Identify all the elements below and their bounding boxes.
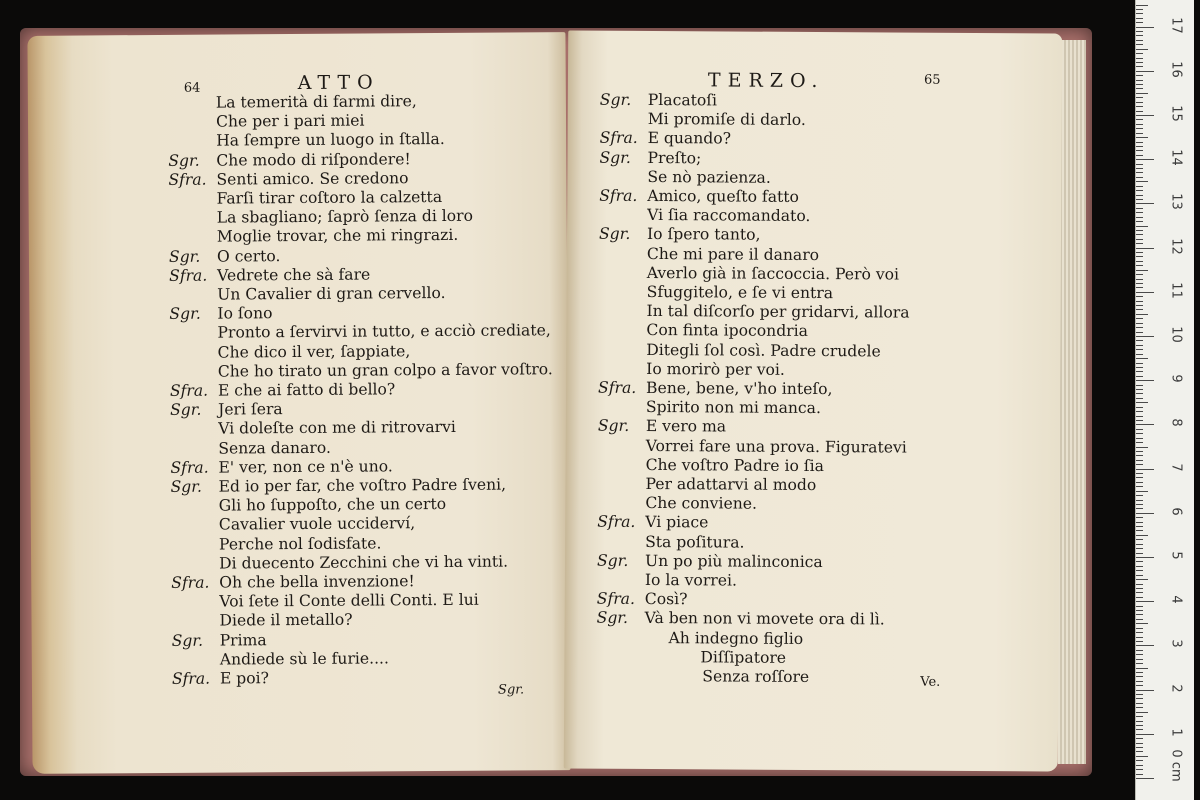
ruler-tick bbox=[1136, 606, 1143, 607]
ruler-number: 14 bbox=[1168, 149, 1184, 166]
ruler-tick bbox=[1136, 495, 1143, 496]
ruler-tick bbox=[1136, 513, 1154, 514]
speaker-label: Sgr. bbox=[171, 631, 204, 650]
ruler-tick bbox=[1136, 363, 1143, 364]
speaker-label: Sfra. bbox=[168, 170, 207, 189]
ruler-tick bbox=[1136, 177, 1143, 178]
ruler-tick bbox=[1136, 124, 1143, 125]
ruler-tick bbox=[1136, 553, 1143, 554]
ruler-tick bbox=[1136, 707, 1143, 708]
verse-line: Che voſtro Padre io ſia bbox=[645, 455, 824, 475]
ruler-tick bbox=[1136, 97, 1143, 98]
ruler-tick bbox=[1136, 416, 1143, 417]
verse-line: Bene, bene, v'ho inteſo, bbox=[646, 378, 833, 399]
ruler-tick bbox=[1136, 22, 1143, 23]
verse-line: Se nò pazienza. bbox=[647, 167, 771, 187]
ruler-tick bbox=[1136, 226, 1148, 227]
ruler-tick bbox=[1136, 287, 1143, 288]
ruler-number: 9 bbox=[1168, 374, 1184, 383]
ruler-number: 13 bbox=[1168, 193, 1184, 211]
ruler-tick bbox=[1136, 460, 1143, 461]
ruler-tick bbox=[1136, 716, 1143, 717]
verse-line: Spirito non mi manca. bbox=[645, 398, 821, 418]
ruler-tick bbox=[1136, 654, 1143, 655]
ruler-tick bbox=[1136, 442, 1143, 443]
ruler-tick bbox=[1136, 712, 1148, 713]
ruler-tick bbox=[1136, 760, 1143, 761]
ruler-tick bbox=[1136, 721, 1143, 722]
ruler-tick bbox=[1136, 88, 1143, 89]
verse-line: Ah indegno figlio bbox=[668, 628, 804, 648]
speaker-label: Sgr. bbox=[170, 477, 203, 496]
speaker-label: Sfra. bbox=[169, 266, 208, 285]
ruler-tick bbox=[1136, 318, 1143, 319]
ruler-tick bbox=[1136, 181, 1148, 182]
ruler-tick bbox=[1136, 133, 1143, 134]
verse-line: Che ho tirato un gran colpo a favor voſtro. bbox=[217, 360, 553, 381]
right-page bbox=[564, 30, 1062, 771]
ruler-tick bbox=[1136, 548, 1143, 549]
ruler-tick bbox=[1136, 71, 1154, 72]
ruler-tick bbox=[1136, 588, 1143, 589]
ruler-tick bbox=[1136, 270, 1148, 271]
speaker-label: Sgr. bbox=[599, 90, 632, 109]
verse-line: Senza roſſore bbox=[702, 667, 810, 686]
ruler-tick bbox=[1136, 703, 1143, 704]
catchword: Sgr. bbox=[497, 682, 525, 698]
ruler-tick bbox=[1136, 698, 1143, 699]
ruler-number: 5 bbox=[1168, 551, 1184, 560]
verse-line: Prima bbox=[219, 630, 267, 650]
ruler-tick bbox=[1136, 539, 1143, 540]
verse-line: Andiede sù le furie.... bbox=[219, 649, 390, 669]
ruler-tick bbox=[1136, 411, 1143, 412]
ruler-tick bbox=[1136, 283, 1143, 284]
ruler-tick bbox=[1136, 367, 1143, 368]
ruler-tick bbox=[1136, 40, 1143, 41]
verse-line: Io ſono bbox=[217, 304, 273, 323]
ruler-tick bbox=[1136, 203, 1154, 204]
ruler-tick bbox=[1136, 681, 1143, 682]
verse-line: Che modo di riſpondere! bbox=[216, 149, 411, 170]
verse-line: Mi promiſe di darlo. bbox=[647, 110, 806, 130]
page-header: ATTO bbox=[297, 71, 380, 95]
ruler-tick bbox=[1136, 747, 1143, 748]
verse-line: Vi ſia raccomandato. bbox=[647, 206, 811, 226]
ruler-tick bbox=[1136, 544, 1143, 545]
ruler-tick bbox=[1136, 743, 1143, 744]
verse-line: E vero ma bbox=[645, 417, 727, 436]
ruler-tick bbox=[1136, 561, 1143, 562]
ruler-number: 12 bbox=[1168, 237, 1184, 255]
ruler-tick bbox=[1136, 66, 1143, 67]
ruler-tick bbox=[1136, 53, 1143, 54]
ruler-tick bbox=[1136, 84, 1143, 85]
verse-line: E quando? bbox=[647, 129, 732, 148]
ruler-tick bbox=[1136, 142, 1143, 143]
verse-line: Un po più malinconica bbox=[644, 551, 823, 571]
ruler-tick bbox=[1136, 486, 1143, 487]
ruler-tick bbox=[1136, 13, 1143, 14]
speaker-label: Sgr. bbox=[597, 417, 630, 436]
ruler-tick bbox=[1136, 738, 1143, 739]
ruler-number: 3 bbox=[1168, 639, 1184, 649]
ruler-tick bbox=[1136, 508, 1143, 509]
speaker-label: Sgr. bbox=[168, 151, 200, 170]
measuring-ruler bbox=[1135, 0, 1194, 800]
ruler-tick bbox=[1136, 265, 1143, 266]
ruler-number: 17 bbox=[1168, 16, 1184, 34]
verse-line: Io la vorrei. bbox=[644, 570, 737, 590]
ruler-tick bbox=[1136, 292, 1154, 293]
ruler-tick bbox=[1136, 601, 1154, 602]
ruler-tick bbox=[1136, 451, 1143, 452]
ruler-tick bbox=[1136, 632, 1143, 633]
ruler-tick bbox=[1136, 685, 1143, 686]
ruler-tick bbox=[1136, 221, 1143, 222]
ruler-tick bbox=[1136, 517, 1143, 518]
verse-line: Ha ſempre un luogo in ſtalla. bbox=[216, 130, 445, 150]
ruler-tick bbox=[1136, 756, 1148, 757]
verse-line: Vi piace bbox=[645, 513, 709, 532]
ruler-tick bbox=[1136, 464, 1143, 465]
ruler-tick bbox=[1136, 279, 1143, 280]
verse-line: Senti amico. Se credono bbox=[216, 169, 409, 189]
verse-line: Vi doleſte con me di ritrovarvi bbox=[218, 418, 456, 438]
ruler-number: 7 bbox=[1168, 462, 1184, 472]
verse-line: Che mi pare il danaro bbox=[646, 244, 820, 264]
verse-line: Sta poſitura. bbox=[645, 532, 745, 552]
ruler-tick bbox=[1136, 482, 1143, 483]
verse-line: Senza danaro. bbox=[218, 438, 331, 458]
ruler-tick bbox=[1136, 35, 1143, 36]
speaker-label: Sgr. bbox=[598, 225, 631, 244]
verse-line: Di duecento Zecchini che vi ha vinti. bbox=[219, 552, 509, 573]
verse-line: Voi ſete il Conte delli Conti. E lui bbox=[219, 590, 479, 611]
verse-line: Sfuggitelo, e ſe vi entra bbox=[646, 282, 834, 303]
verse-line: La sbagliano; ſaprò ſenza di loro bbox=[216, 206, 474, 227]
ruler-tick bbox=[1136, 354, 1143, 355]
verse-line: Vedrete che sà fare bbox=[217, 265, 371, 285]
ruler-tick bbox=[1136, 455, 1143, 456]
ruler-tick bbox=[1136, 424, 1154, 425]
verse-line: Pronto a ſervirvi in tutto, e acciò crediate, bbox=[217, 321, 551, 342]
verse-line: Con finta ipocondria bbox=[646, 321, 809, 341]
ruler-tick bbox=[1136, 641, 1143, 642]
ruler-tick bbox=[1136, 155, 1143, 156]
speaker-label: Sgr. bbox=[169, 304, 201, 324]
ruler-tick bbox=[1136, 18, 1143, 19]
ruler-number: 8 bbox=[1168, 418, 1184, 428]
ruler-tick bbox=[1136, 557, 1154, 558]
ruler-number: 0 cm bbox=[1168, 749, 1184, 782]
ruler-tick bbox=[1136, 314, 1148, 315]
speaker-label: Sgr. bbox=[169, 400, 202, 420]
ruler-tick bbox=[1136, 769, 1143, 770]
ruler-tick bbox=[1136, 102, 1143, 103]
ruler-tick bbox=[1136, 447, 1148, 448]
speaker-label: Sgr. bbox=[596, 609, 629, 628]
ruler-tick bbox=[1136, 358, 1148, 359]
ruler-tick bbox=[1136, 433, 1143, 434]
ruler-tick bbox=[1136, 566, 1143, 567]
ruler-tick bbox=[1136, 729, 1143, 730]
ruler-tick bbox=[1136, 296, 1143, 297]
speaker-label: Sfra. bbox=[169, 381, 209, 400]
ruler-tick bbox=[1136, 429, 1143, 430]
ruler-number: 2 bbox=[1168, 683, 1184, 693]
ruler-tick bbox=[1136, 309, 1143, 310]
verse-line: Và ben non vi movete ora di lì. bbox=[644, 609, 885, 629]
ruler-tick bbox=[1136, 217, 1143, 218]
speaker-label: Sfra. bbox=[171, 669, 211, 688]
speaker-label: Sgr. bbox=[599, 148, 631, 167]
ruler-tick bbox=[1136, 234, 1143, 235]
verse-line: Io morirò per voi. bbox=[646, 359, 785, 379]
ruler-tick bbox=[1136, 500, 1143, 501]
ruler-tick bbox=[1136, 106, 1143, 107]
ruler-tick bbox=[1136, 164, 1143, 165]
ruler-number: 4 bbox=[1168, 595, 1184, 604]
ruler-number: 10 bbox=[1168, 326, 1184, 343]
ruler-tick bbox=[1136, 274, 1143, 275]
verse-line: Così? bbox=[644, 590, 688, 609]
page-number: 64 bbox=[183, 80, 201, 96]
verse-line: E che ai fatto di bello? bbox=[217, 380, 396, 400]
verse-line: Che per i pari miei bbox=[215, 111, 365, 131]
ruler-tick bbox=[1136, 637, 1143, 638]
ruler-tick bbox=[1136, 119, 1143, 120]
ruler-tick bbox=[1136, 380, 1154, 381]
ruler-tick bbox=[1136, 150, 1143, 151]
ruler-tick bbox=[1136, 672, 1143, 673]
ruler-tick bbox=[1136, 579, 1148, 580]
verse-line: Perche nol ſodisfate. bbox=[218, 534, 382, 554]
ruler-tick bbox=[1136, 393, 1143, 394]
ruler-tick bbox=[1136, 172, 1143, 173]
ruler-tick bbox=[1136, 584, 1143, 585]
ruler-tick bbox=[1136, 535, 1148, 536]
ruler-tick bbox=[1136, 570, 1143, 571]
speaker-label: Sfra. bbox=[597, 513, 636, 532]
speaker-label: Sfra. bbox=[596, 589, 636, 609]
speaker-label: Sgr. bbox=[596, 551, 629, 570]
verse-line: Oh che bella invenzione! bbox=[219, 572, 415, 592]
verse-line: Io ſpero tanto, bbox=[646, 225, 761, 245]
ruler-tick bbox=[1136, 49, 1148, 50]
verse-line: Amico, queſto fatto bbox=[647, 186, 800, 206]
ruler-tick bbox=[1136, 190, 1143, 191]
ruler-tick bbox=[1136, 526, 1143, 527]
verse-line: Diſſipatore bbox=[700, 648, 787, 667]
speaker-label: Sfra. bbox=[599, 186, 638, 205]
verse-line: In tal diſcorſo per gridarvi, allora bbox=[646, 302, 910, 322]
ruler-tick bbox=[1136, 751, 1143, 752]
ruler-tick bbox=[1136, 261, 1143, 262]
ruler-tick bbox=[1136, 725, 1143, 726]
ruler-tick bbox=[1136, 614, 1143, 615]
page-number: 65 bbox=[923, 72, 941, 88]
verse-line: Che dico il ver, ſappiate, bbox=[217, 341, 411, 362]
ruler-tick bbox=[1136, 628, 1143, 629]
ruler-tick bbox=[1136, 420, 1143, 421]
ruler-tick bbox=[1136, 199, 1143, 200]
verse-line: Moglie trovar, che mi ringrazi. bbox=[216, 226, 459, 246]
ruler-tick bbox=[1136, 389, 1143, 390]
ruler-tick bbox=[1136, 5, 1148, 6]
verse-line: O certo. bbox=[216, 246, 281, 266]
ruler-tick bbox=[1136, 402, 1148, 403]
ruler-tick bbox=[1136, 597, 1143, 598]
ruler-tick bbox=[1136, 349, 1143, 350]
ruler-tick bbox=[1136, 327, 1143, 328]
verse-line: Preſto; bbox=[647, 148, 702, 167]
ruler-tick bbox=[1136, 690, 1154, 691]
ruler-tick bbox=[1136, 668, 1148, 669]
verse-line: Per adattarvi al modo bbox=[645, 474, 817, 495]
ruler-tick bbox=[1136, 239, 1143, 240]
ruler-tick bbox=[1136, 473, 1143, 474]
verse-line: Cavalier vuole ucciderví, bbox=[218, 514, 416, 534]
ruler-tick bbox=[1136, 522, 1143, 523]
verse-line: Un Cavalier di gran cervello. bbox=[217, 283, 446, 304]
speaker-label: Sfra. bbox=[598, 378, 637, 397]
ruler-tick bbox=[1136, 9, 1143, 10]
ruler-tick bbox=[1136, 168, 1143, 169]
ruler-tick bbox=[1136, 248, 1154, 249]
ruler-tick bbox=[1136, 385, 1143, 386]
ruler-number: 11 bbox=[1168, 282, 1184, 299]
ruler-tick bbox=[1136, 734, 1154, 735]
ruler-tick bbox=[1136, 407, 1143, 408]
ruler-tick bbox=[1136, 230, 1143, 231]
ruler-tick bbox=[1136, 663, 1143, 664]
speaker-label: Sfra. bbox=[599, 129, 638, 148]
verse-line: Averlo già in ſaccoccia. Però voi bbox=[646, 263, 900, 284]
ruler-tick bbox=[1136, 477, 1143, 478]
ruler-tick bbox=[1136, 128, 1143, 129]
ruler-tick bbox=[1136, 371, 1143, 372]
ruler-tick bbox=[1136, 111, 1143, 112]
ruler-tick bbox=[1136, 376, 1143, 377]
ruler-tick bbox=[1136, 159, 1154, 160]
ruler-tick bbox=[1136, 694, 1143, 695]
ruler-tick bbox=[1136, 491, 1148, 492]
verse-line: Ed io per far, che voſtro Padre ſveni, bbox=[218, 475, 507, 496]
ruler-tick bbox=[1136, 398, 1143, 399]
ruler-tick bbox=[1136, 256, 1143, 257]
verse-line: La temerità di farmi dire, bbox=[215, 92, 417, 112]
ruler-tick bbox=[1136, 332, 1143, 333]
ruler-tick bbox=[1136, 186, 1143, 187]
ruler-tick bbox=[1136, 27, 1154, 28]
verse-line: Ditegli ſol così. Padre crudele bbox=[646, 340, 881, 361]
ruler-tick bbox=[1136, 58, 1143, 59]
ruler-tick bbox=[1136, 44, 1143, 45]
verse-line: Gli ho ſuppoſto, che un certo bbox=[218, 495, 447, 515]
verse-line: Placatoſi bbox=[647, 90, 718, 110]
ruler-tick bbox=[1136, 676, 1143, 677]
ruler-tick bbox=[1136, 137, 1148, 138]
ruler-tick bbox=[1136, 323, 1143, 324]
verse-line: Vorrei fare una prova. Figuratevi bbox=[645, 436, 907, 457]
ruler-tick bbox=[1136, 645, 1154, 646]
ruler-number: 16 bbox=[1168, 61, 1184, 78]
ruler-number: 15 bbox=[1168, 105, 1184, 122]
ruler-tick bbox=[1136, 592, 1143, 593]
ruler-tick bbox=[1136, 93, 1148, 94]
ruler-tick bbox=[1136, 62, 1143, 63]
left-page bbox=[27, 32, 570, 774]
ruler-tick bbox=[1136, 469, 1154, 470]
verse-line: E' ver, non ce n'è uno. bbox=[218, 457, 393, 477]
ruler-tick bbox=[1136, 765, 1143, 766]
verse-line: Che conviene. bbox=[645, 494, 758, 513]
ruler-number: 6 bbox=[1168, 507, 1184, 516]
ruler-tick bbox=[1136, 610, 1143, 611]
ruler-tick bbox=[1136, 212, 1143, 213]
ruler-tick bbox=[1136, 575, 1143, 576]
verse-line: Farſi tirar coſtoro la calzetta bbox=[216, 187, 443, 208]
ruler-tick bbox=[1136, 75, 1143, 76]
ruler-tick bbox=[1136, 336, 1154, 337]
catchword: Ve. bbox=[920, 674, 941, 690]
ruler-tick bbox=[1136, 195, 1143, 196]
ruler-tick bbox=[1136, 301, 1143, 302]
speaker-label: Sfra. bbox=[170, 458, 209, 477]
ruler-tick bbox=[1136, 340, 1143, 341]
ruler-tick bbox=[1136, 31, 1143, 32]
ruler-tick bbox=[1136, 438, 1143, 439]
ruler-tick bbox=[1136, 530, 1143, 531]
verse-line: Diede il metallo? bbox=[219, 611, 353, 630]
ruler-tick bbox=[1136, 146, 1143, 147]
ruler-tick bbox=[1136, 623, 1148, 624]
ruler-tick bbox=[1136, 659, 1143, 660]
ruler-tick bbox=[1136, 650, 1143, 651]
ruler-number: 1 bbox=[1168, 728, 1184, 737]
ruler-tick bbox=[1136, 774, 1143, 775]
ruler-tick bbox=[1136, 778, 1154, 779]
ruler-tick bbox=[1136, 80, 1143, 81]
ruler-tick bbox=[1136, 305, 1143, 306]
ruler-tick bbox=[1136, 345, 1143, 346]
verse-line: Jeri ſera bbox=[217, 400, 283, 419]
ruler-tick bbox=[1136, 115, 1154, 116]
ruler-tick bbox=[1136, 243, 1143, 244]
verse-line: E poi? bbox=[219, 669, 270, 688]
page-header: TERZO. bbox=[707, 69, 825, 93]
speaker-label: Sgr. bbox=[168, 247, 201, 266]
ruler-tick bbox=[1136, 208, 1143, 209]
ruler-tick bbox=[1136, 252, 1143, 253]
page-edges bbox=[1058, 40, 1086, 764]
speaker-label: Sfra. bbox=[171, 573, 210, 592]
ruler-tick bbox=[1136, 619, 1143, 620]
ruler-tick bbox=[1136, 504, 1143, 505]
